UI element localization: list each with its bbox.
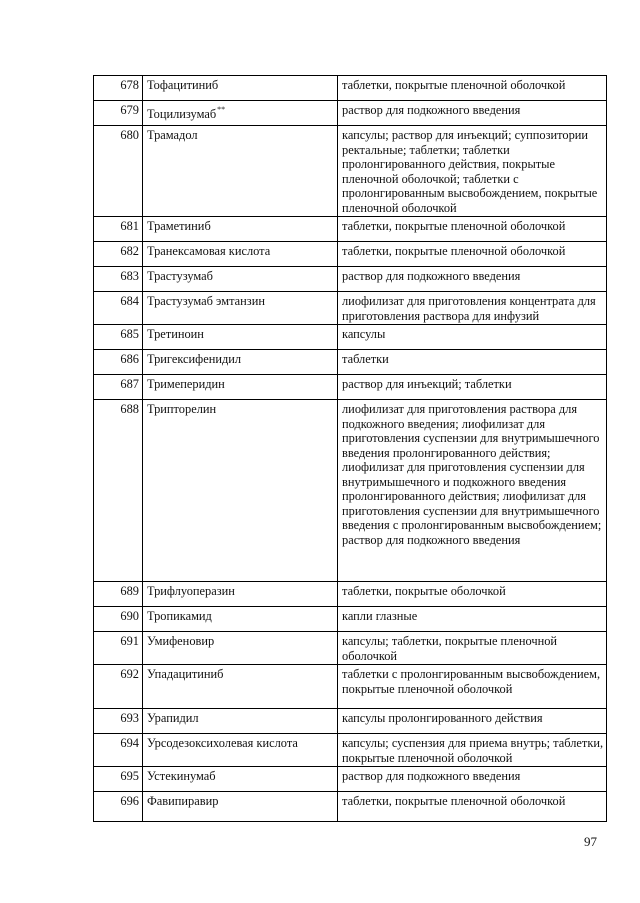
dosage-form-text: раствор для подкожного введения [342, 269, 521, 283]
row-number-text: 679 [120, 103, 139, 117]
drug-name-text: Устекинумаб [147, 769, 216, 783]
row-number-text: 693 [120, 711, 139, 725]
row-number-text: 691 [120, 634, 139, 648]
drug-name-text: Трипторелин [147, 402, 217, 416]
drug-name-text: Трастузумаб эмтанзин [147, 294, 265, 308]
row-number [94, 582, 143, 607]
drug-name [143, 76, 338, 101]
table-row [94, 709, 607, 734]
row-number [94, 709, 143, 734]
dosage-form-text: раствор для подкожного введения [342, 769, 521, 783]
row-number-text: 683 [120, 269, 139, 283]
row-number [94, 767, 143, 792]
dosage-form [338, 734, 607, 767]
dosage-form [338, 400, 607, 582]
drug-name [143, 582, 338, 607]
drug-name [143, 242, 338, 267]
drug-name-text: Третиноин [147, 327, 204, 341]
dosage-form-text: таблетки, покрытые пленочной оболочкой [342, 244, 566, 258]
dosage-form [338, 101, 607, 126]
dosage-form-text: таблетки [342, 352, 389, 366]
drug-name-text: Тофацитиниб [147, 78, 219, 92]
drug-name-text: Трамадол [147, 128, 198, 142]
dosage-form-text: капли глазные [342, 609, 418, 623]
drug-name [143, 217, 338, 242]
row-number [94, 375, 143, 400]
drug-name-text: Тоцилизумаб [147, 107, 217, 121]
row-number [94, 632, 143, 665]
dosage-form [338, 350, 607, 375]
row-number-text: 686 [120, 352, 139, 366]
dosage-form-text: лиофилизат для приготовления концентрата для приготовления раствора для инфузий [342, 294, 596, 323]
dosage-form-text: лиофилизат для приготовления раствора для подкожного введения; лиофилизат для приготовления суспензии для внутримышечного введения пролонгированного действия; лиофилизат для приготовления суспензии для внутримышечного и подкожного введения пролонгированного действия; лиофилизат для приготовления суспензии для внутримышечного введения с пролонгированным высвобождением; раствор для подкожного введения [342, 402, 602, 547]
table-row [94, 400, 607, 582]
dosage-form [338, 375, 607, 400]
dosage-form-text: таблетки, покрытые оболочкой [342, 584, 506, 598]
drug-name [143, 375, 338, 400]
dosage-form [338, 325, 607, 350]
table-row [94, 76, 607, 101]
dosage-form-text: капсулы пролонгированного действия [342, 711, 543, 725]
drug-name [143, 350, 338, 375]
dosage-form [338, 292, 607, 325]
dosage-form-text: капсулы; суспензия для приема внутрь; таблетки, покрытые пленочной оболочкой [342, 736, 604, 765]
row-number-text: 694 [120, 736, 139, 750]
drug-name [143, 709, 338, 734]
row-number [94, 350, 143, 375]
dosage-form-text: раствор для инъекций; таблетки [342, 377, 512, 391]
dosage-form [338, 76, 607, 101]
table-row [94, 632, 607, 665]
table-row [94, 734, 607, 767]
row-number [94, 607, 143, 632]
dosage-form [338, 126, 607, 217]
drug-table [93, 75, 607, 822]
row-number-text: 689 [120, 584, 139, 598]
dosage-form-text: капсулы; таблетки, покрытые пленочной оболочкой [342, 634, 558, 663]
table-row [94, 126, 607, 217]
row-number [94, 76, 143, 101]
row-number-text: 695 [120, 769, 139, 783]
drug-name [143, 325, 338, 350]
drug-name [143, 101, 338, 126]
dosage-form [338, 792, 607, 822]
drug-name-text: Урсодезоксихолевая кислота [147, 736, 298, 750]
dosage-form-text: капсулы; раствор для инъекций; суппозитории ректальные; таблетки; таблетки пролонгированного действия, покрытые пленочной оболочкой; таблетки с пролонгированным высвобождением, покрытые пленочной оболочкой [342, 128, 598, 215]
dosage-form [338, 582, 607, 607]
drug-table-body [94, 76, 607, 822]
drug-name [143, 126, 338, 217]
row-number [94, 665, 143, 709]
drug-name-text: Трастузумаб [147, 269, 213, 283]
table-row [94, 101, 607, 126]
row-number-text: 690 [120, 609, 139, 623]
row-number [94, 325, 143, 350]
row-number [94, 400, 143, 582]
dosage-form-text: капсулы [342, 327, 386, 341]
row-number-text: 680 [120, 128, 139, 142]
dosage-form-text: таблетки, покрытые пленочной оболочкой [342, 219, 566, 233]
drug-name-text: Тригексифенидил [147, 352, 242, 366]
row-number [94, 734, 143, 767]
drug-name-text: Тропикамид [147, 609, 212, 623]
table-row [94, 767, 607, 792]
row-number-text: 687 [120, 377, 139, 391]
row-number [94, 292, 143, 325]
drug-name [143, 292, 338, 325]
row-number [94, 101, 143, 126]
table-row [94, 217, 607, 242]
drug-name [143, 267, 338, 292]
dosage-form [338, 607, 607, 632]
row-number-text: 685 [120, 327, 139, 341]
table-row [94, 350, 607, 375]
dosage-form-text: таблетки, покрытые пленочной оболочкой [342, 794, 566, 808]
drug-name-text: Траметиниб [147, 219, 211, 233]
dosage-form [338, 632, 607, 665]
drug-name [143, 767, 338, 792]
table-row [94, 582, 607, 607]
table-row [94, 292, 607, 325]
dosage-form [338, 709, 607, 734]
table-row [94, 665, 607, 709]
row-number-text: 678 [120, 78, 139, 92]
table-row [94, 242, 607, 267]
row-number-text: 684 [120, 294, 139, 308]
row-number-text: 688 [120, 402, 139, 416]
table-row [94, 607, 607, 632]
drug-name-text: Фавипиравир [147, 794, 219, 808]
drug-name-text: Транексамовая кислота [147, 244, 271, 258]
dosage-form [338, 267, 607, 292]
dosage-form-text: таблетки, покрытые пленочной оболочкой [342, 78, 566, 92]
row-number-text: 692 [120, 667, 139, 681]
row-number-text: 682 [120, 244, 139, 258]
drug-name-text: Упадацитиниб [147, 667, 224, 681]
dosage-form-text: раствор для подкожного введения [342, 103, 521, 117]
row-number [94, 217, 143, 242]
dosage-form-text: таблетки с пролонгированным высвобождением, покрытые пленочной оболочкой [342, 667, 601, 696]
drug-name [143, 400, 338, 582]
row-number [94, 242, 143, 267]
table-row [94, 267, 607, 292]
dosage-form [338, 665, 607, 709]
page-number: 97 [584, 834, 597, 849]
drug-name [143, 607, 338, 632]
drug-name [143, 734, 338, 767]
drug-name-text: Тримеперидин [147, 377, 225, 391]
row-number [94, 267, 143, 292]
row-number [94, 792, 143, 822]
drug-name-text: Трифлуоперазин [147, 584, 235, 598]
drug-name-text: Умифеновир [147, 634, 215, 648]
dosage-form [338, 767, 607, 792]
table-row [94, 325, 607, 350]
drug-name [143, 792, 338, 822]
table-row [94, 375, 607, 400]
row-number [94, 126, 143, 217]
row-number-text: 696 [120, 794, 139, 808]
drug-name [143, 665, 338, 709]
dosage-form [338, 242, 607, 267]
footnote-mark: ** [217, 105, 226, 114]
table-row [94, 792, 607, 822]
dosage-form [338, 217, 607, 242]
drug-name [143, 632, 338, 665]
row-number-text: 681 [120, 219, 139, 233]
drug-name-text: Урапидил [147, 711, 199, 725]
